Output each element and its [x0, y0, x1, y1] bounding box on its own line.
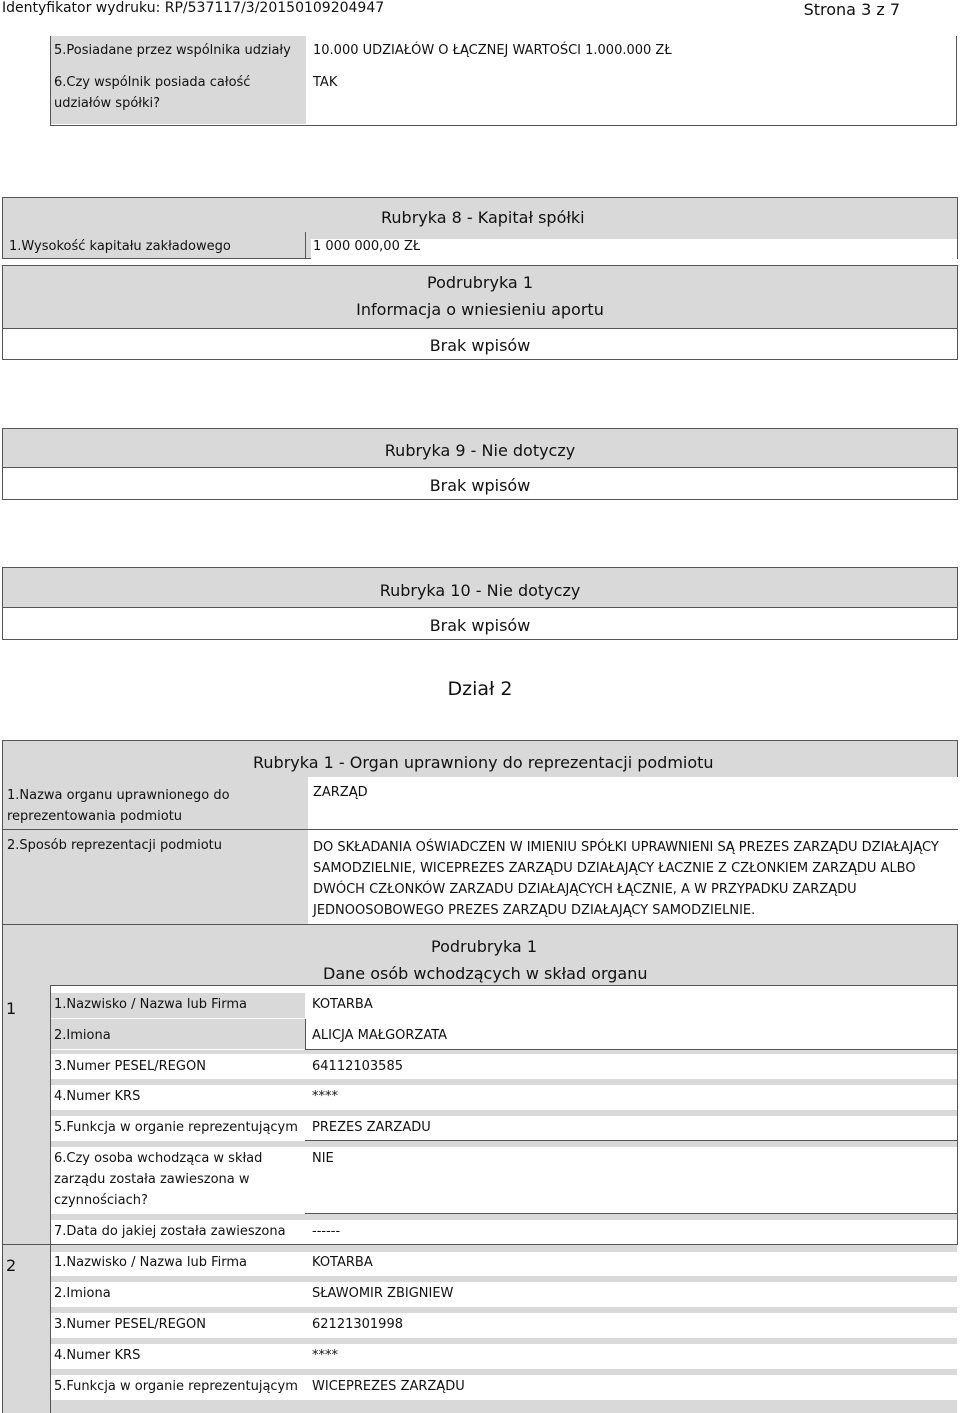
shares-value: 10.000 UDZIAŁÓW O ŁĄCZNEJ WARTOŚCI 1.000.000 ZŁ	[313, 43, 672, 58]
whole-shares-label: 6.Czy wspólnik posiada całość udziałów spółki?	[54, 75, 251, 111]
page-number: Strona 3 z 7	[803, 0, 900, 19]
rubryka9-empty-box	[2, 467, 958, 500]
rubryka8-title: Rubryka 8 - Kapitał spółki	[381, 208, 585, 227]
p1-suspended-date-value: ------	[312, 1224, 341, 1239]
p1-names-label: 2.Imiona	[54, 1028, 111, 1043]
p2-function-value: WICEPREZES ZARZĄDU	[312, 1379, 465, 1394]
p2-function-label: 5.Funkcja w organie reprezentującym	[54, 1379, 298, 1394]
p2-surname-value: KOTARBA	[312, 1255, 373, 1270]
p1-krs-value: ****	[312, 1089, 338, 1104]
podrubryka-aport-title: Podrubryka 1	[427, 273, 533, 292]
p1-suspended-label: 6.Czy osoba wchodząca w skład zarządu została zawieszona w czynnościach?	[54, 1151, 263, 1208]
organ-name-label: 1.Nazwa organu uprawnionego do reprezentowania podmiotu	[7, 788, 230, 824]
p1-function-value: PREZES ZARZADU	[312, 1120, 431, 1135]
p2-pesel-label: 3.Numer PESEL/REGON	[54, 1317, 206, 1332]
shares-label: 5.Posiadane przez wspólnika udziały	[54, 43, 291, 58]
capital-label: 1.Wysokość kapitału zakładowego	[9, 239, 231, 254]
rubryka10-title: Rubryka 10 - Nie dotyczy	[379, 581, 581, 600]
rubryka10-empty-box	[2, 607, 958, 640]
p2-surname-label: 1.Nazwisko / Nazwa lub Firma	[54, 1255, 247, 1270]
aport-empty: Brak wpisów	[429, 336, 531, 355]
p1-function-label: 5.Funkcja w organie reprezentującym	[54, 1120, 298, 1135]
p2-names-label: 2.Imiona	[54, 1286, 111, 1301]
p1-pesel-value: 64112103585	[312, 1059, 403, 1074]
organ-name-value: ZARZĄD	[308, 777, 958, 831]
rubryka9-empty: Brak wpisów	[429, 476, 531, 495]
aport-empty-box	[2, 328, 958, 360]
person-1-num: 1	[6, 999, 17, 1018]
podrubryka-aport-box	[2, 265, 958, 329]
p2-krs-value: ****	[312, 1348, 338, 1363]
p1-suspended-value: NIE	[312, 1151, 334, 1166]
p1-krs-label: 4.Numer KRS	[54, 1089, 141, 1104]
rubryka9-title: Rubryka 9 - Nie dotyczy	[384, 441, 576, 460]
rubryka1-box	[2, 740, 958, 925]
p1-surname-value: KOTARBA	[312, 997, 373, 1012]
p2-pesel-value: 62121301998	[312, 1317, 403, 1332]
podrubryka-persons-subtitle: Dane osób wchodzących w skład organu	[323, 964, 648, 983]
rubryka1-title: Rubryka 1 - Organ uprawniony do reprezentacji podmiotu	[253, 753, 714, 772]
person-2-num: 2	[6, 1256, 17, 1275]
podrubryka-persons-title: Podrubryka 1	[431, 937, 537, 956]
p2-names-value: SŁAWOMIR ZBIGNIEW	[312, 1286, 454, 1301]
rubryka10-empty: Brak wpisów	[429, 616, 531, 635]
representation-label: 2.Sposób reprezentacji podmiotu	[7, 838, 222, 853]
p1-pesel-label: 3.Numer PESEL/REGON	[54, 1059, 206, 1074]
rubryka10-box	[2, 567, 958, 608]
p1-suspended-date-label: 7.Data do jakiej została zawieszona	[54, 1224, 286, 1239]
capital-value: 1 000 000,00 ZŁ	[311, 239, 957, 259]
rubryka9-box	[2, 428, 958, 468]
podrubryka-aport-subtitle: Informacja o wniesieniu aportu	[356, 300, 604, 319]
rubryka8-box	[2, 197, 958, 259]
p1-names-value: ALICJA MAŁGORZATA	[312, 1028, 448, 1043]
p1-surname-label: 1.Nazwisko / Nazwa lub Firma	[54, 997, 247, 1012]
print-id: Identyfikator wydruku: RP/537117/3/20150109204947	[2, 0, 385, 16]
whole-shares-value: TAK	[313, 75, 338, 90]
representation-value: DO SKŁADANIA OŚWIADCZEN W IMIENIU SPÓŁKI UPRAWNIENI SĄ PREZES ZARZĄDU DZIAŁAJĄCY SAMODZIELNIE, WICEPREZES ZARZĄDU DZIAŁAJĄCY ŁACZNIE Z CZŁONKIEM ZARZĄDU ALBO DWÓCH CZŁONKÓW ZARZADU DZIAŁAJĄCYCH ŁĄCZNIE, A W PRZYPADKU ZARZĄDU JEDNOOSOBOWEGO PREZES ZARZĄDU DZIAŁAJĄCY SAMODZIELNIE.	[308, 831, 958, 924]
p2-krs-label: 4.Numer KRS	[54, 1348, 141, 1363]
dzial-title: Dział 2	[447, 678, 513, 700]
podrubryka-persons-box	[2, 924, 958, 986]
